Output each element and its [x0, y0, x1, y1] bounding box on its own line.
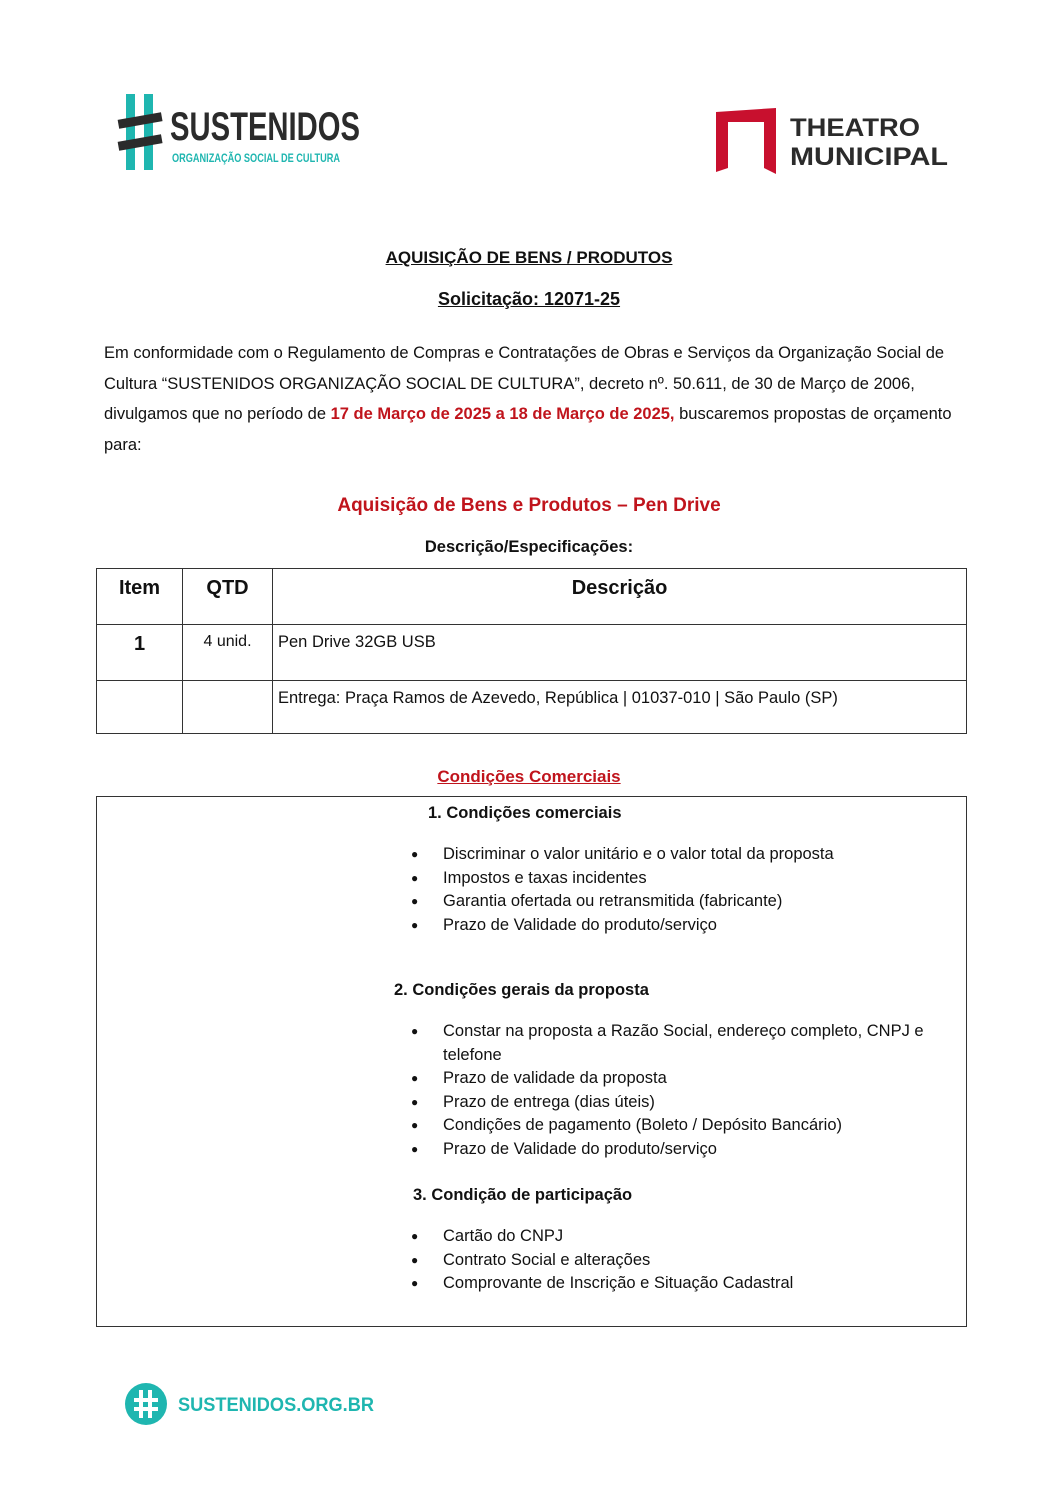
bullet-icon: ●	[411, 1071, 419, 1085]
conditions-box	[96, 796, 967, 1327]
conditions-section-3-list	[411, 1225, 883, 1296]
solicitacao-number: Solicitação: 12071-25	[437, 289, 621, 309]
cell-qtd	[183, 681, 273, 734]
cell-qtd: 4 unid.	[183, 625, 273, 681]
list-item: ● Impostos e taxas incidentes	[443, 867, 883, 891]
intro-paragraph	[104, 338, 964, 460]
hash-circle-icon	[125, 1383, 167, 1425]
intro-period-highlight: 17 de Março de 2025 a 18 de Março de 2025,	[330, 405, 675, 423]
header-descricao: Descrição	[273, 569, 967, 625]
list-item: ● Constar na proposta a Razão Social, endereço completo, CNPJ e telefone	[411, 1022, 924, 1064]
intro-text-2: buscaremos propostas de orçamento para:	[104, 405, 952, 454]
bullet-icon: ●	[411, 1276, 419, 1290]
bullet-icon: ●	[411, 1094, 419, 1109]
theatro-municipal-logo	[716, 108, 956, 174]
list-item: ● Garantia ofertada ou retransmitida (fabricante)	[443, 890, 883, 914]
bullet-icon: ●	[411, 1141, 419, 1156]
bullet-icon: ●	[411, 894, 419, 908]
footer-logo[interactable]	[124, 1382, 384, 1426]
sustenidos-logo	[118, 94, 392, 170]
sustenidos-wordmark: SUSTENIDOS	[170, 105, 360, 149]
table-header-row	[97, 569, 967, 625]
conditions-heading: Condições Comerciais	[437, 767, 621, 786]
list-item: ● Prazo de Validade do produto/serviço	[443, 1138, 963, 1162]
cell-item: 1	[97, 625, 183, 681]
conditions-section-1-list	[411, 843, 883, 937]
list-item: ● Contrato Social e alterações	[443, 1249, 883, 1273]
bullet-icon: ●	[411, 1118, 419, 1132]
cell-item	[97, 681, 183, 734]
list-item: ● Prazo de validade da proposta	[443, 1067, 963, 1091]
conditions-section-1-title: 1. Condições comerciais	[428, 804, 622, 822]
bullet-icon: ●	[411, 870, 419, 885]
theatro-arch-icon	[716, 108, 776, 174]
sustenidos-tagline: ORGANIZAÇÃO SOCIAL DE CULTURA	[172, 151, 392, 165]
list-item: ● Cartão do CNPJ	[443, 1225, 883, 1249]
table-row	[97, 625, 967, 681]
list-item: ● Comprovante de Inscrição e Situação Cadastral	[443, 1272, 883, 1296]
bullet-icon: ●	[411, 847, 419, 861]
hash-logo-icon	[118, 94, 163, 170]
table-row	[97, 681, 967, 734]
cell-descricao: Pen Drive 32GB USB	[273, 625, 967, 681]
items-table	[96, 568, 967, 734]
conditions-section-2-list	[411, 1020, 963, 1161]
theatro-line1: THEATRO	[790, 114, 920, 142]
bullet-icon: ●	[411, 1252, 419, 1267]
bullet-icon: ●	[411, 917, 419, 932]
conditions-section-3-title: 3. Condição de participação	[413, 1186, 633, 1204]
bullet-icon: ●	[411, 1229, 419, 1243]
theatro-line2: MUNICIPAL	[790, 143, 948, 171]
section-heading: Aquisição de Bens e Produtos – Pen Drive	[337, 495, 721, 516]
intro-text-1: Em conformidade com o Regulamento de Compras e Contratações de Obras e Serviços da Organização Social de Cultura “SUSTENIDOS ORGANIZAÇÃO SOCIAL DE CULTURA”, decreto nº. 50.611, de 30 de Março de 2006, divulgamos que no período de	[104, 344, 945, 423]
cell-delivery: Entrega: Praça Ramos de Azevedo, República | 01037-010 | São Paulo (SP)	[273, 681, 967, 734]
bullet-icon: ●	[411, 1024, 419, 1038]
list-item: ● Prazo de Validade do produto/serviço	[443, 914, 883, 938]
document-title: AQUISIÇÃO DE BENS / PRODUTOS	[385, 248, 673, 267]
footer-site-link: SUSTENIDOS.ORG.BR	[178, 1395, 375, 1416]
spec-heading: Descrição/Especificações:	[424, 538, 634, 556]
header-item: Item	[97, 569, 183, 625]
list-item: ● Condições de pagamento (Boleto / Depósito Bancário)	[443, 1114, 963, 1138]
list-item: ● Discriminar o valor unitário e o valor total da proposta	[443, 843, 883, 867]
header-qtd: QTD	[183, 569, 273, 625]
conditions-section-2-title: 2. Condições gerais da proposta	[394, 981, 649, 999]
list-item: ● Prazo de entrega (dias úteis)	[443, 1091, 963, 1115]
